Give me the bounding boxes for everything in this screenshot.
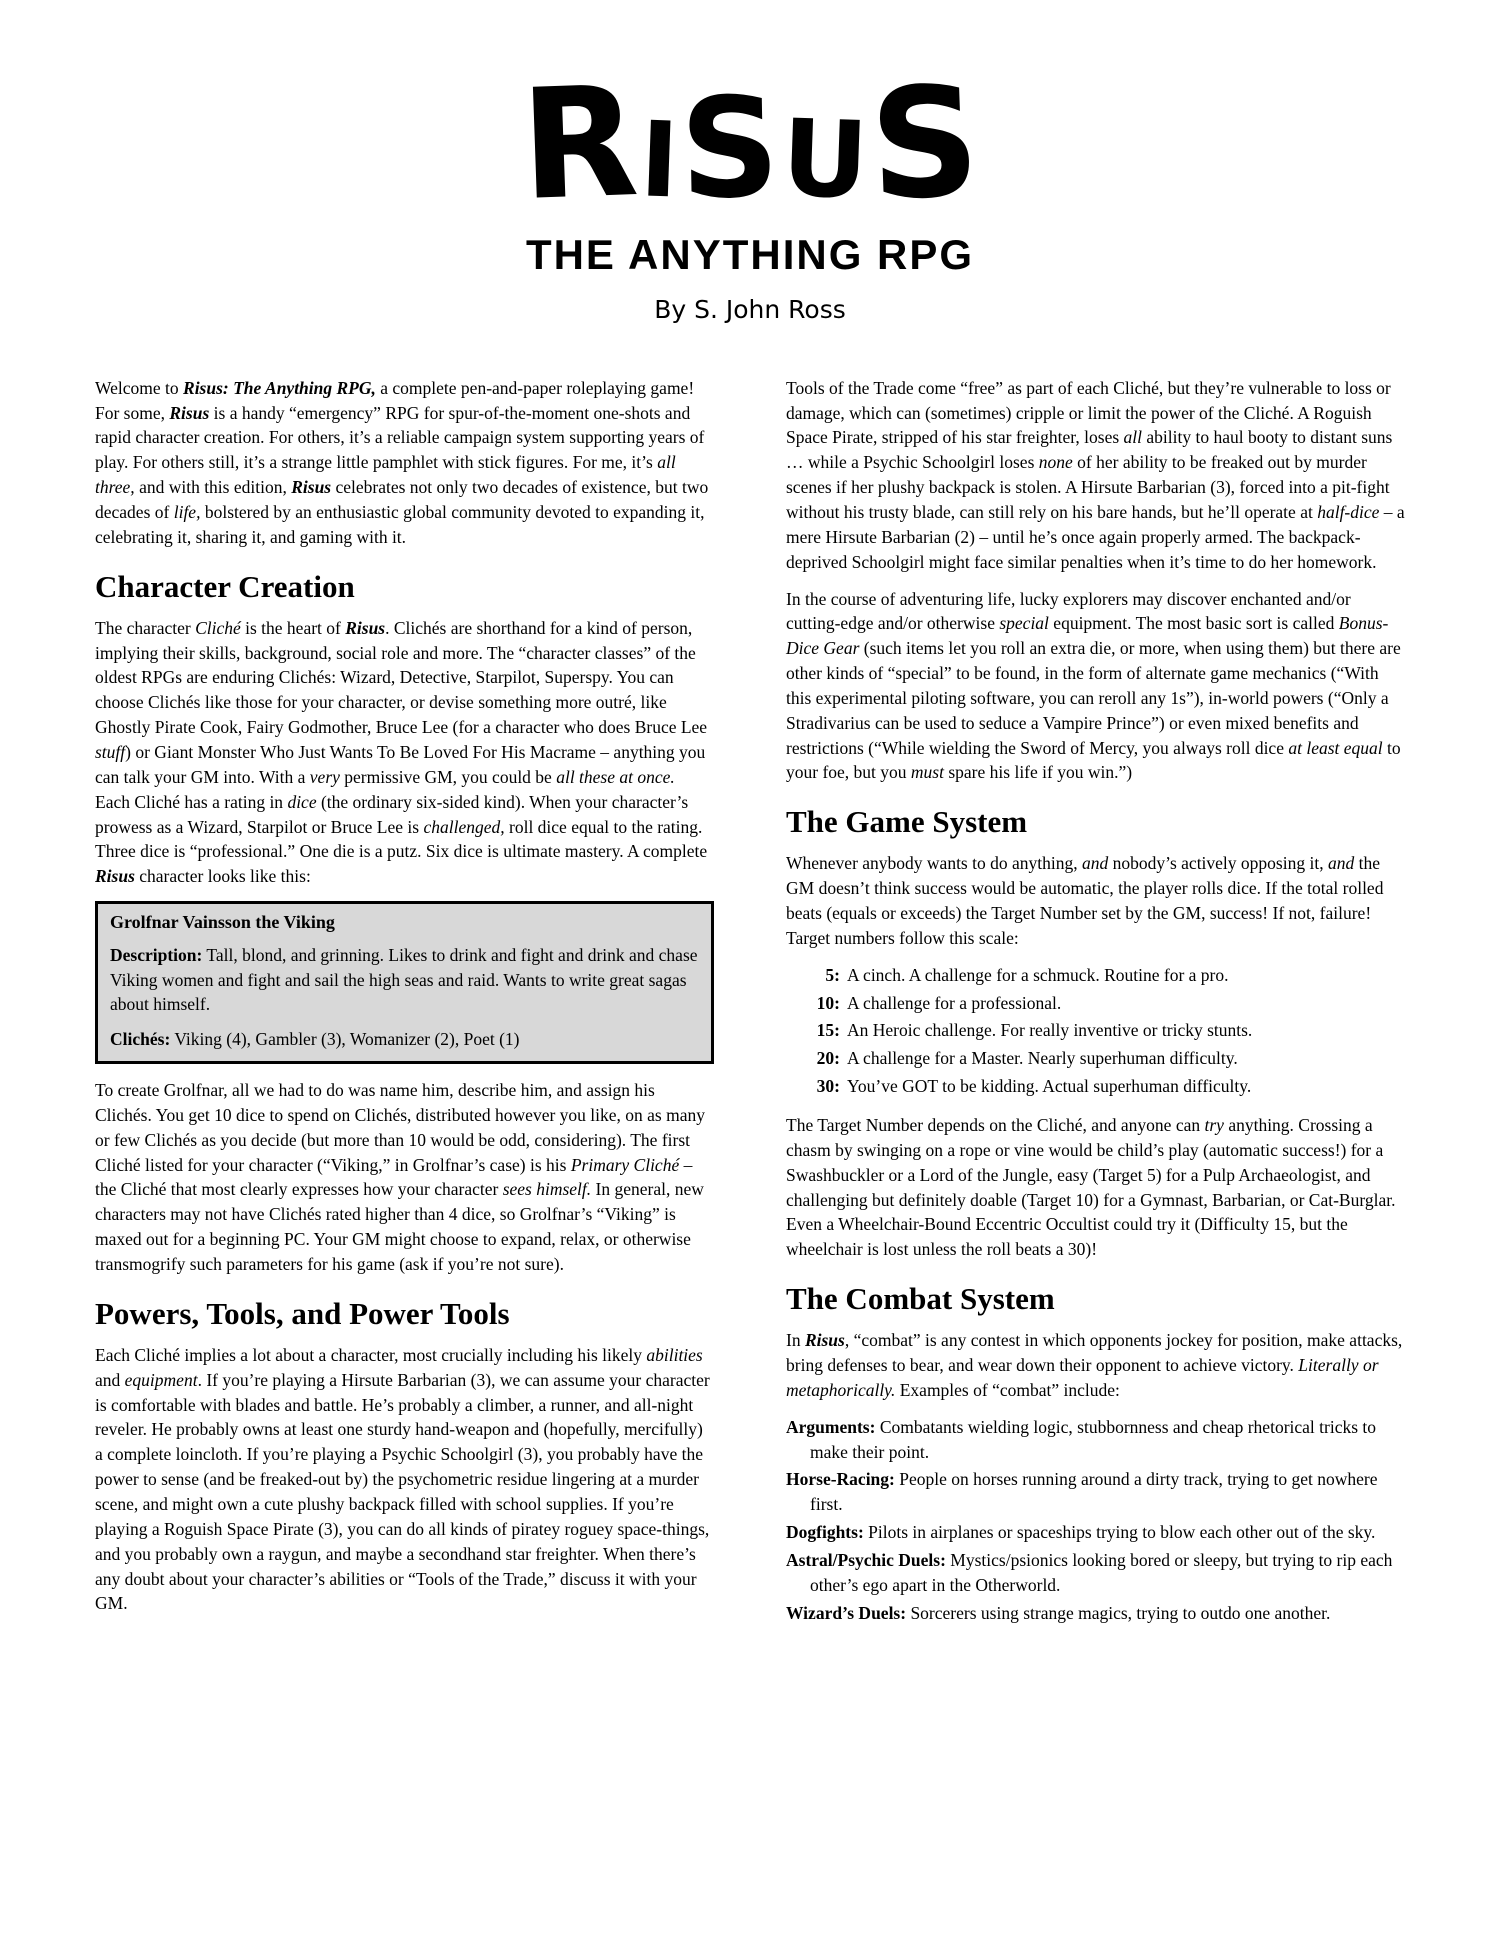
heading-combat-system: The Combat System bbox=[786, 1281, 1055, 1317]
list-item bbox=[786, 1415, 1405, 1465]
text-run: Mystics/psionics looking bored or sleepy, but trying to rip each other’s ego apart in the Otherworld. bbox=[810, 1549, 1393, 1595]
text-run: Risus bbox=[95, 866, 135, 887]
heading-game-system: The Game System bbox=[786, 804, 1028, 840]
text-run: character looks like this: bbox=[134, 866, 311, 887]
text-run: Risus bbox=[804, 1330, 845, 1351]
text-run: roll dice equal to the rating. Three dice is “professional.” One die is a putz. Six dice is ultimate mastery. A complete bbox=[95, 816, 708, 862]
text-run: In bbox=[786, 1330, 805, 1351]
text-run: is a handy “emergency” RPG for spur-of-the-moment one-shots and rapid character creation. For others, it’s a reliable campaign system supporting years of play. For others still, it’s a strange little pamphlet with stick figures. For me, it’s bbox=[95, 402, 705, 473]
text-run: equipment. The most basic sort is called bbox=[1048, 613, 1339, 634]
text-run: all bbox=[1123, 427, 1143, 448]
text-run: . Clichés are shorthand for a kind of person, implying their skills, background, social role and more. The “character classes” of the oldest RPGs are enduring Clichés: Wizard, Detective, Starpilot, Superspy. You can choose Clichés like those for your character, or devise something more outré, like Ghostly Pirate Cook, Fairy Godmother, Bruce Lee (for a character who does Bruce Lee bbox=[95, 617, 708, 738]
text-run: Welcome to bbox=[95, 377, 184, 398]
logo-letter: I bbox=[637, 98, 681, 222]
list-item bbox=[786, 963, 1405, 988]
text-run: Description: bbox=[110, 945, 203, 966]
text-run: Primary Cliché bbox=[570, 1154, 680, 1175]
text-run: Sorcerers using strange magics, trying to outdo one another. bbox=[906, 1602, 1331, 1623]
text-run: Examples of “combat” include: bbox=[895, 1379, 1120, 1400]
text-run: (such items let you roll an extra die, or more, when using them) but there are other kinds of “special” to be found, in the form of alternate game mechanics (“With this experimental piloting software, you can reroll any 1s”), in-world powers (“Only a Stradivarius can be used to seduce a Vampire Prince”) or even mixed benefits and restrictions (“While wielding the Sword of Mercy, you always roll dice bbox=[786, 638, 1401, 758]
text-run: Tall, blond, and grinning. Likes to drink and fight and drink and chase Viking women and fight and sail the high seas and raid. Wants to write great sagas about himself. bbox=[110, 945, 698, 1015]
list-item bbox=[786, 1018, 1405, 1043]
text-run: You’ve GOT to be kidding. Actual superhuman difficulty. bbox=[847, 1076, 1252, 1097]
text-run: The character bbox=[95, 617, 196, 638]
text-run: and with this edition, bbox=[134, 477, 292, 498]
text-run: a complete pen-and-paper roleplaying game! For some, bbox=[95, 377, 695, 423]
text-run: abilities bbox=[646, 1344, 703, 1365]
text-run: and bbox=[1081, 853, 1109, 874]
text-run: must bbox=[910, 762, 944, 783]
text-run: A challenge for a professional. bbox=[847, 992, 1062, 1013]
text-run: 30: bbox=[816, 1076, 840, 1097]
list-item bbox=[786, 1074, 1405, 1099]
text-run: bolstered by an enthusiastic global community devoted to expanding it, celebrating it, sharing it, and gaming with it. bbox=[95, 502, 705, 547]
text-run: Risus: The Anything RPG, bbox=[183, 377, 376, 398]
left-column bbox=[95, 376, 714, 1628]
text-run: dice bbox=[287, 791, 317, 812]
text-run: is the heart of bbox=[240, 617, 346, 638]
list-item bbox=[786, 1548, 1405, 1598]
combat-examples-list bbox=[786, 1415, 1405, 1626]
subtitle: THE ANYTHING RPG bbox=[525, 230, 975, 278]
text-run: ) or Giant Monster Who Just Wants To Be Loved For His Macrame – anything you can talk your GM into. With a bbox=[95, 742, 706, 787]
text-run: – the Cliché that most clearly expresses how your character bbox=[95, 1154, 693, 1200]
masthead bbox=[95, 53, 1405, 324]
text-run: ability to haul booty to distant suns … while a Psychic Schoolgirl loses bbox=[786, 427, 1393, 473]
text-run: An Heroic challenge. For really inventive or tricky stunts. bbox=[847, 1020, 1253, 1041]
powers-tools-paragraph bbox=[95, 1343, 714, 1616]
logo-letter: R bbox=[517, 53, 641, 234]
text-run: In the course of adventuring life, lucky explorers may discover enchanted and/or cutting-edge and/or otherwise bbox=[786, 588, 1351, 634]
intro-paragraph bbox=[95, 376, 714, 550]
text-run: 5: bbox=[825, 964, 840, 985]
text-run: Wizard’s Duels: bbox=[786, 1602, 907, 1623]
text-run: Tools of the Trade come “free” as part of each Cliché, but they’re vulnerable to loss or damage, which can (sometimes) cripple or limit the power of the Cliché. A Roguish Space Pirate, stripped of his star freighter, loses bbox=[786, 377, 1391, 448]
target-number-list bbox=[786, 963, 1405, 1099]
text-run: Each Cliché implies a lot about a character, most crucially including his likely bbox=[95, 1344, 647, 1365]
example-box-title: Grolfnar Vainsson the Viking bbox=[110, 912, 335, 933]
target-number-paragraph bbox=[786, 1113, 1405, 1262]
text-run: and bbox=[95, 1369, 125, 1390]
text-run: Combatants wielding logic, stubbornness and cheap rhetorical tricks to make their point. bbox=[810, 1416, 1377, 1462]
text-run: to your foe, but you bbox=[786, 737, 1401, 783]
text-run: and bbox=[1327, 853, 1355, 874]
text-run: (the ordinary six-sided kind). When your character’s prowess as a Wizard, Starpilot or Bruce Lee is bbox=[95, 791, 689, 837]
text-run: celebrates not only two decades of existence, but two decades of bbox=[95, 477, 709, 523]
text-run: anything. Crossing a chasm by swinging on a rope or vine would be child’s play (automatic success!) for a Swashbuckler or a Lord of the Jungle, easy (Target 5) for a Pulp Archaeologist, and challenging but definitely doable (Target 10) for a Gymnast, Barbarian, or Cat-Burglar. Even a Wheelchair-Bound Eccentric Occultist could try it (Difficulty 15, but the wheelchair is lost unless the roll beats a 30)! bbox=[786, 1114, 1396, 1260]
text-run: very bbox=[309, 766, 340, 787]
text-run: . If you’re playing a Hirsute Barbarian (3), we can assume your character is comfortable with blades and battle. He’s probably a climber, a runner, and all-night reveler. He probably owns at least one sturdy hand-weapon and (hopefully, mercifully) a complete loincloth. If you’re playing a Psychic Schoolgirl (3), you probably have the power to sense (and be freaked-out by) the psychometric residue lingering at a murder scene, and might own a cute plushy backpack filled with school supplies. If you’re playing a Roguish Space Pirate (3), you can do all kinds of piratey roguey space-things, and you probably own a raygun, and maybe a secondhand star freighter. When there’s any doubt about your character’s abilities or “Tools of the Trade,” discuss it with your GM. bbox=[95, 1369, 710, 1614]
text-run: permissive GM, you could be bbox=[339, 766, 557, 787]
text-run: sees himself. bbox=[502, 1179, 592, 1200]
two-column-body bbox=[95, 376, 1405, 1640]
special-equipment-paragraph bbox=[786, 587, 1405, 786]
text-run: Pilots in airplanes or spaceships trying to blow each other out of the sky. bbox=[863, 1522, 1376, 1543]
text-run: Risus bbox=[291, 477, 332, 498]
text-run: none bbox=[1038, 452, 1073, 473]
text-run: Arguments: bbox=[786, 1416, 876, 1437]
text-run: try bbox=[1204, 1114, 1224, 1135]
list-item bbox=[786, 1046, 1405, 1071]
byline: By S. John Ross bbox=[654, 294, 846, 324]
text-run: The Target Number depends on the Cliché, and anyone can bbox=[786, 1114, 1205, 1135]
text-run: Each Cliché has a rating in bbox=[95, 791, 288, 812]
text-run: stuff bbox=[95, 742, 126, 763]
text-run: Horse-Racing: bbox=[786, 1469, 895, 1490]
text-run: Clichés: bbox=[110, 1028, 171, 1049]
list-item bbox=[786, 1601, 1405, 1626]
text-run: , “combat” is any contest in which opponents jockey for position, make attacks, bring defenses to bear, and wear down their opponent to achieve victory. bbox=[786, 1330, 1403, 1375]
text-run: equipment bbox=[124, 1369, 198, 1390]
grolfnar-paragraph bbox=[95, 1078, 714, 1277]
risus-logo bbox=[95, 53, 1405, 234]
text-run: 20: bbox=[816, 1048, 840, 1069]
text-run: special bbox=[999, 613, 1049, 634]
text-run: spare his life if you win.”) bbox=[943, 762, 1133, 783]
tools-trade-paragraph bbox=[786, 376, 1405, 575]
text-run: Whenever anybody wants to do anything, bbox=[786, 853, 1082, 874]
text-run: Astral/Psychic Duels: bbox=[786, 1549, 946, 1570]
logo-letter: S bbox=[678, 67, 782, 230]
example-box-paragraph bbox=[110, 1027, 699, 1052]
text-run: challenged, bbox=[423, 816, 505, 837]
text-run: A challenge for a Master. Nearly superhuman difficulty. bbox=[847, 1048, 1238, 1069]
example-box-paragraph bbox=[110, 943, 699, 1017]
heading-powers-tools: Powers, Tools, and Power Tools bbox=[95, 1295, 510, 1331]
list-item bbox=[786, 1467, 1405, 1517]
text-run: A cinch. A challenge for a schmuck. Routine for a pro. bbox=[847, 964, 1229, 985]
text-run: nobody’s actively opposing it, bbox=[1108, 853, 1328, 874]
text-run: Risus bbox=[345, 617, 386, 638]
game-system-paragraph bbox=[786, 851, 1405, 950]
text-run: life, bbox=[173, 502, 201, 523]
list-item bbox=[786, 1520, 1405, 1545]
list-item bbox=[786, 991, 1405, 1016]
text-run: People on horses running around a dirty track, trying to get nowhere first. bbox=[810, 1469, 1378, 1515]
character-creation-paragraph bbox=[95, 616, 714, 889]
text-run: Dogfights: bbox=[786, 1522, 864, 1543]
text-run: half-dice bbox=[1317, 502, 1380, 523]
text-run: of her ability to be freaked out by murder scenes if her plushy backpack is stolen. A Hirsute Barbarian (3), forced into a pit-fight without his trusty blade, can still rely on his bare hands, but he’ll operate at bbox=[786, 452, 1390, 523]
character-example-box bbox=[95, 901, 714, 1064]
text-run: To create Grolfnar, all we had to do was name him, describe him, and assign his Clichés. You get 10 dice to spend on Clichés, distributed however you like, on as many or few Clichés as you decide (but more than 10 would be odd, considering). The first Cliché listed for your character (“Viking,” in Grolfnar’s case) is his bbox=[95, 1080, 705, 1175]
text-run: Bonus-Dice Gear bbox=[786, 613, 1389, 659]
text-run: Viking (4), Gambler (3), Womanizer (2), Poet (1) bbox=[170, 1028, 520, 1049]
text-run: 15: bbox=[816, 1020, 840, 1041]
text-run: Cliché bbox=[195, 617, 241, 638]
text-run: 10: bbox=[816, 992, 840, 1013]
logo-letter: U bbox=[779, 96, 870, 223]
text-run: Literally or metaphorically. bbox=[786, 1354, 1379, 1400]
text-run: all these at once. bbox=[556, 766, 675, 787]
text-run: Risus bbox=[169, 402, 210, 423]
heading-character-creation: Character Creation bbox=[95, 568, 355, 604]
text-run: – a mere Hirsute Barbarian (2) – until he’s once again properly armed. The backpack-deprived Schoolgirl might face similar penalties when it’s time to do her homework. bbox=[786, 502, 1405, 572]
combat-system-paragraph bbox=[786, 1328, 1405, 1403]
text-run: In general, new characters may not have Clichés rated higher than 4 dice, so Grolfnar’s “Viking” is maxed out for a beginning PC. Your GM might choose to expand, relax, or otherwise transmogrify such parameters for his game (ask if you’re not sure). bbox=[95, 1179, 704, 1274]
text-run: all three, bbox=[95, 452, 676, 498]
text-run: the GM doesn’t think success would be automatic, the player rolls dice. If the total rolled beats (equals or exceeds) the Target Number set by the GM, success! If not, failure! Target numbers follow this scale: bbox=[786, 853, 1384, 948]
right-column bbox=[786, 376, 1405, 1640]
logo-letter: S bbox=[866, 53, 983, 234]
text-run: at least equal bbox=[1288, 737, 1383, 758]
